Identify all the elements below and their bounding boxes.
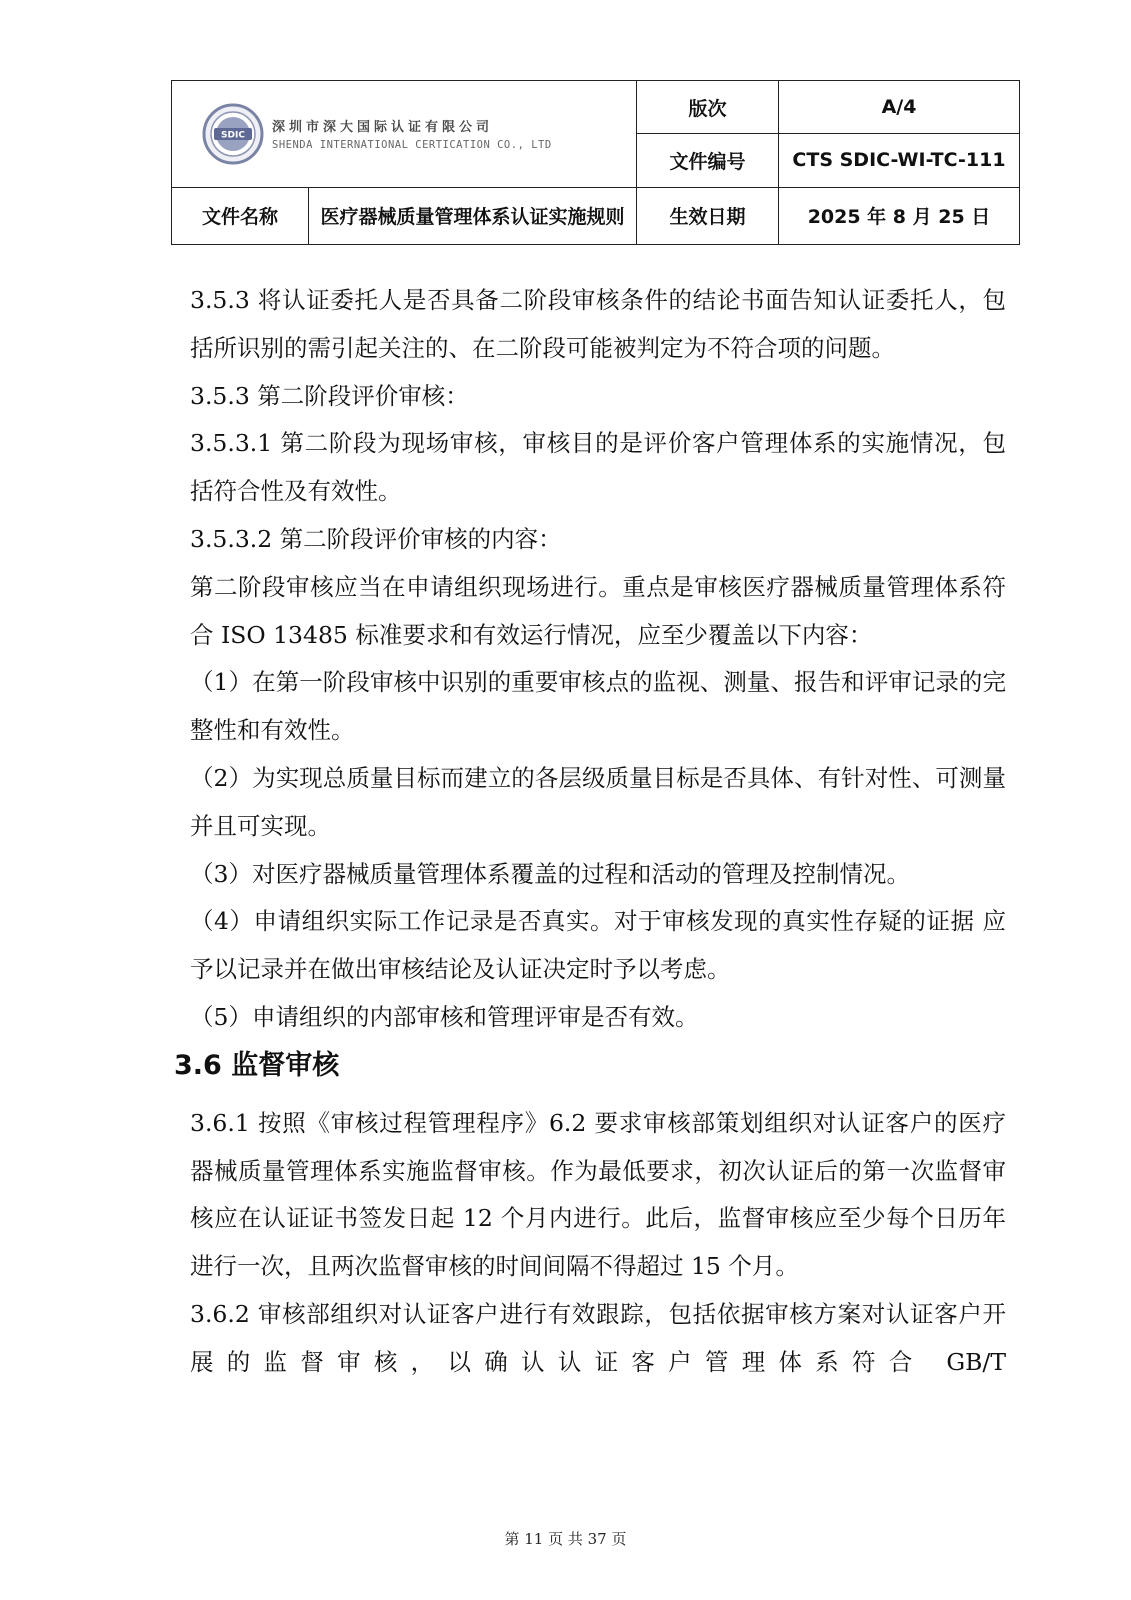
- edition-value: A/4: [779, 81, 1020, 134]
- list-item: （4）申请组织实际工作记录是否真实。对于审核发现的真实性存疑的证据 应予以记录并在做出审核结论及认证决定时予以考虑。: [190, 907, 1006, 984]
- edition-label: 版次: [637, 81, 779, 134]
- paragraph: 3.5.3 将认证委托人是否具备二阶段审核条件的结论书面告知认证委托人，包括所识别的需引起关注的、在二阶段可能被判定为不符合项的问题。: [190, 286, 1006, 362]
- list-item: （5）申请组织的内部审核和管理评审是否有效。: [190, 1002, 699, 1031]
- effective-date-value: 2025 年 8 月 25 日: [779, 187, 1020, 244]
- doc-name-label: 文件名称: [172, 187, 309, 244]
- paragraph: 3.6.2 审核部组织对认证客户进行有效跟踪，包括依据审核方案对认证客户开展的监督审核，以确认认证客户管理体系符合 GB/T: [190, 1299, 1006, 1376]
- page-number: 第 11 页 共 37 页: [504, 1530, 627, 1548]
- company-name-en: SHENDA INTERNATIONAL CERTICATION CO., LTD: [272, 139, 552, 152]
- paragraph: 3.5.3.2 第二阶段评价审核的内容：: [190, 524, 562, 553]
- paragraph: 3.5.3.1 第二阶段为现场审核，审核目的是评价客户管理体系的实施情况，包括符合性及有效性。: [190, 429, 1006, 506]
- list-item: （1）在第一阶段审核中识别的重要审核点的监视、测量、报告和评审记录的完整性和有效性。: [190, 668, 1006, 745]
- logo-text: SDIC: [221, 130, 245, 141]
- document-body: [174, 277, 1006, 1387]
- paragraph: 3.5.3 第二阶段评价审核：: [190, 381, 469, 410]
- company-name-cn: 深圳市深大国际认证有限公司: [272, 120, 494, 136]
- company-logo-cell: [172, 81, 637, 188]
- effective-date-label: 生效日期: [637, 187, 779, 244]
- doc-name-value: 医疗器械质量管理体系认证实施规则: [309, 187, 637, 244]
- paragraph: 3.6.1 按照《审核过程管理程序》6.2 要求审核部策划组织对认证客户的医疗器械质量管理体系实施监督审核。作为最低要求，初次认证后的第一次监督审核应在认证证书签发日起 12 个月内进行。此后，监督审核应至少每个日历年进行一次，且两次监督审核的时间间隔不得超过 15 个月。: [190, 1108, 1006, 1281]
- doc-number-value: CTS SDIC-WI-TC-111: [779, 134, 1020, 187]
- doc-number-label: 文件编号: [637, 134, 779, 187]
- section-heading: 3.6 监督审核: [174, 1049, 340, 1081]
- company-logo-icon: [202, 103, 264, 165]
- list-item: （2）为实现总质量目标而建立的各层级质量目标是否具体、有针对性、可测量并且可实现。: [190, 763, 1006, 840]
- list-item: （3）对医疗器械质量管理体系覆盖的过程和活动的管理及控制情况。: [190, 859, 910, 888]
- document-header-table: [171, 80, 1020, 245]
- paragraph: 第二阶段审核应当在申请组织现场进行。重点是审核医疗器械质量管理体系符合 ISO 13485 标准要求和有效运行情况，应至少覆盖以下内容：: [190, 572, 1006, 649]
